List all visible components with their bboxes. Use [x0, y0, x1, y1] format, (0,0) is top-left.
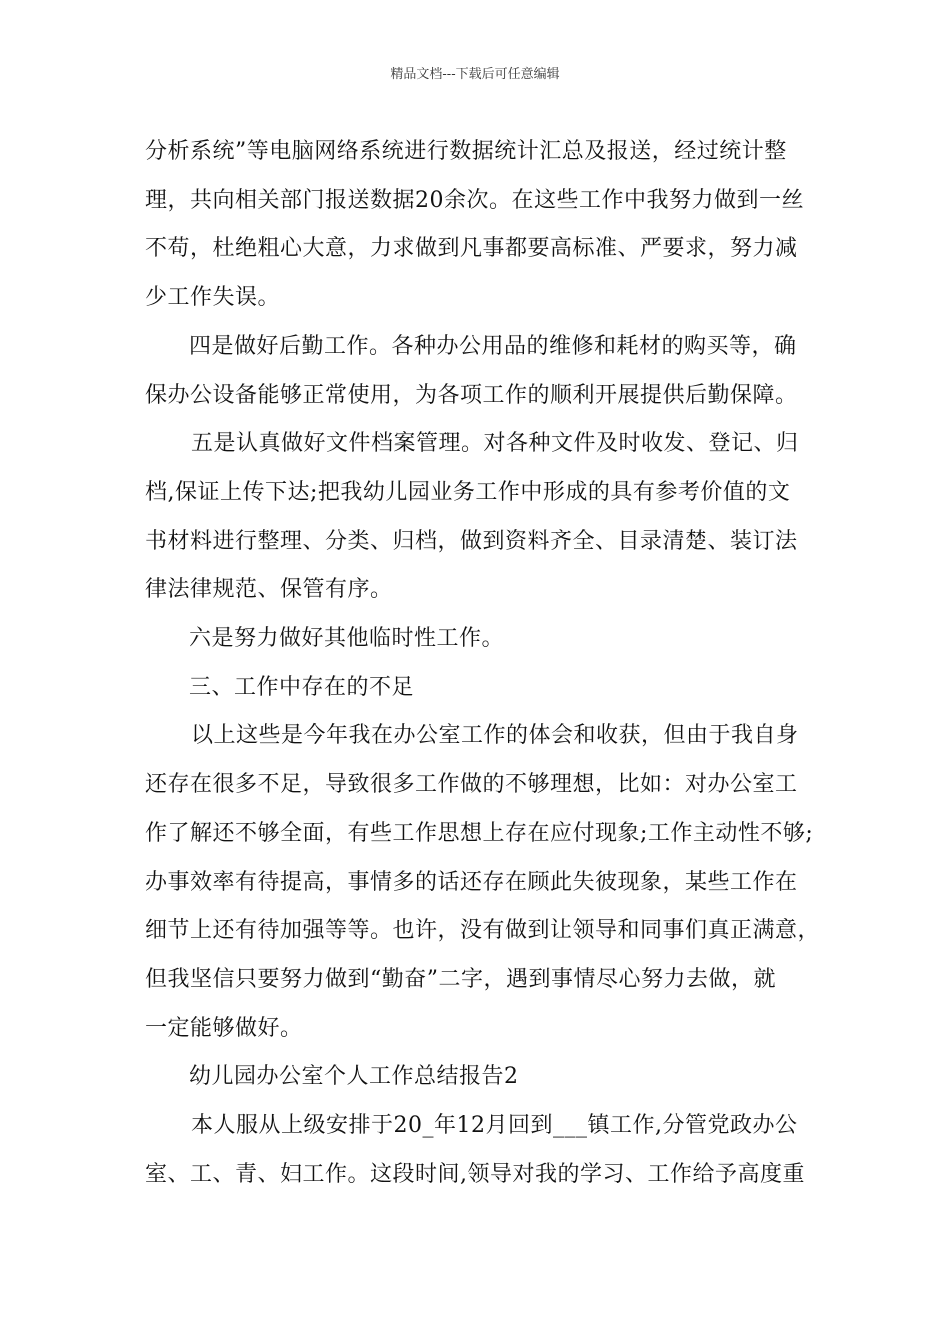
- text-line: 室、工、青、妇工作。这段时间,领导对我的学习、工作给予高度重: [145, 1161, 805, 1187]
- text-line: 分析系统”等电脑网络系统进行数据统计汇总及报送，经过统计整: [145, 139, 787, 164]
- text-line: 不苟，杜绝粗心大意，力求做到凡事都要高标准、严要求，努力减: [145, 236, 798, 262]
- text-line: 书材料进行整理、分类、归档，做到资料齐全、目录清楚、装订法: [145, 528, 798, 554]
- document-body: [145, 128, 825, 1199]
- paragraph-start: 五是认真做好文件档案管理。对各种文件及时收发、登记、归: [191, 431, 799, 457]
- text-line: 但我坚信只要努力做到“勤奋”二字，遇到事情尽心努力去做，就: [145, 966, 776, 992]
- text-line: 细节上还有待加强等等。也许，没有做到让领导和同事们真正满意，: [145, 918, 821, 944]
- text-line: 保办公设备能够正常使用，为各项工作的顺利开展提供后勤保障。: [145, 382, 798, 408]
- text-line: 档,保证上传下达;把我幼儿园业务工作中形成的具有参考价值的文: [145, 479, 791, 505]
- paragraph-start: 以上这些是今年我在办公室工作的体会和收获，但由于我自身: [191, 723, 799, 749]
- text-line: 少工作失误。: [145, 285, 281, 311]
- page-header: 精品文档---下载后可任意编辑: [390, 67, 560, 82]
- paragraph-start: 本人服从上级安排于20_年12月回到___镇工作,分管党政办公: [191, 1113, 798, 1139]
- text-line: 作了解还不够全面，有些工作思想上存在应付现象;工作主动性不够;: [145, 820, 814, 846]
- text-line: 还存在很多不足，导致很多工作做的不够理想，比如：对办公室工: [145, 772, 798, 798]
- text-line: 律法律规范、保管有序。: [145, 577, 393, 603]
- text-line: 理，共向相关部门报送数据20余次。在这些工作中我努力做到一丝: [145, 187, 804, 213]
- section-heading: 三、工作中存在的不足: [189, 674, 415, 700]
- paragraph-start: 四是做好后勤工作。各种办公用品的维修和耗材的购买等，确: [189, 333, 797, 359]
- report-title: 幼儿园办公室个人工作总结报告2: [189, 1064, 519, 1090]
- paragraph-start: 六是努力做好其他临时性工作。: [189, 626, 505, 652]
- text-line: 一定能够做好。: [145, 1015, 303, 1041]
- text-line: 办事效率有待提高，事情多的话还存在顾此失彼现象，某些工作在: [145, 869, 798, 895]
